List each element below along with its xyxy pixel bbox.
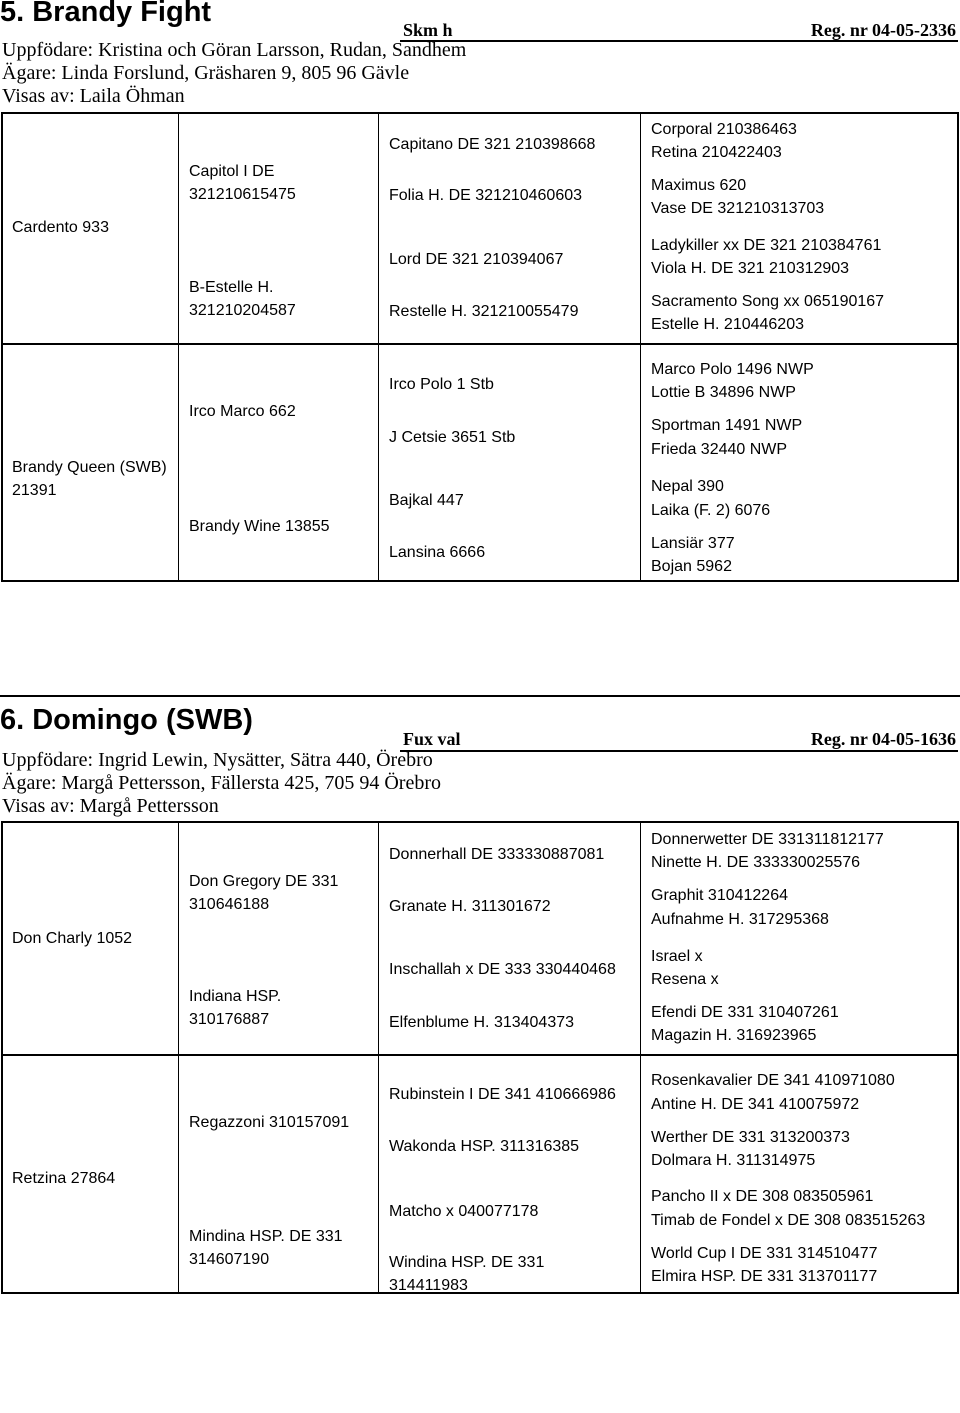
ancestor-g4: Graphit 310412264 bbox=[651, 887, 788, 904]
registration-number: Reg. nr 04-05-1636 bbox=[810, 729, 956, 749]
sex-color: Skm h bbox=[403, 20, 453, 40]
dam-dam: Mindina HSP. DE 331 314607190 bbox=[189, 1228, 343, 1268]
ancestor-g4: Werther DE 331 313200373 bbox=[651, 1129, 850, 1146]
ancestor-g4: Marco Polo 1496 NWP bbox=[651, 361, 814, 378]
ancestor-g4: Viola H. DE 321 210312903 bbox=[651, 260, 850, 277]
great-grandparent: Bajkal 447 bbox=[389, 492, 464, 509]
owner: Ägare: Linda Forslund, Gräsharen 9, 805 96 Gävle bbox=[2, 62, 410, 84]
ancestor-g4: Ninette H. DE 333330025576 bbox=[651, 854, 861, 871]
ancestor-g4: Ladykiller xx DE 321 210384761 bbox=[651, 237, 882, 254]
pedigree-divider bbox=[1, 1054, 959, 1056]
ancestor-g4: Frieda 32440 NWP bbox=[651, 441, 788, 458]
great-grandparent: Windina HSP. DE 331 314411983 bbox=[389, 1254, 545, 1294]
sire-dam: B-Estelle H. 321210204587 bbox=[189, 279, 296, 319]
column-divider bbox=[378, 113, 379, 581]
dam: Retzina 27864 bbox=[12, 1170, 116, 1187]
shown-by: Visas av: Margå Pettersson bbox=[2, 795, 219, 817]
column-divider bbox=[178, 113, 179, 581]
dam-sire: Regazzoni 310157091 bbox=[189, 1114, 350, 1131]
breeder: Uppfödare: Ingrid Lewin, Nysätter, Sätra 440, Örebro bbox=[2, 749, 433, 771]
ancestor-g4: Dolmara H. 311314975 bbox=[651, 1152, 816, 1169]
sire-sire: Capitol I DE 321210615475 bbox=[189, 163, 296, 203]
ancestor-g4: Vase DE 321210313703 bbox=[651, 200, 825, 217]
breeder: Uppfödare: Kristina och Göran Larsson, Rudan, Sandhem bbox=[2, 39, 467, 61]
great-grandparent: Matcho x 040077178 bbox=[389, 1203, 539, 1220]
pedigree-divider bbox=[1, 343, 959, 345]
great-grandparent: Elfenblume H. 313404373 bbox=[389, 1014, 575, 1031]
dam-sire: Irco Marco 662 bbox=[189, 403, 296, 420]
ancestor-g4: Bojan 5962 bbox=[651, 558, 732, 575]
registration-number: Reg. nr 04-05-2336 bbox=[810, 20, 956, 40]
ancestor-g4: Lottie B 34896 NWP bbox=[651, 384, 796, 401]
great-grandparent: Granate H. 311301672 bbox=[389, 898, 551, 915]
ancestor-g4: Aufnahme H. 317295368 bbox=[651, 911, 829, 928]
column-divider bbox=[178, 822, 179, 1293]
great-grandparent: Lansina 6666 bbox=[389, 544, 486, 561]
ancestor-g4: Estelle H. 210446203 bbox=[651, 316, 804, 333]
sire: Don Charly 1052 bbox=[12, 930, 133, 947]
ancestor-g4: Corporal 210386463 bbox=[651, 121, 797, 138]
sire-dam: Indiana HSP. 310176887 bbox=[189, 988, 282, 1028]
ancestor-g4: Efendi DE 331 310407261 bbox=[651, 1004, 839, 1021]
entry-title: 5. Brandy Fight bbox=[0, 0, 212, 28]
ancestor-g4: Donnerwetter DE 331311812177 bbox=[651, 831, 884, 848]
ancestor-g4: Rosenkavalier DE 341 410971080 bbox=[651, 1072, 895, 1089]
owner: Ägare: Margå Pettersson, Fällersta 425, 705 94 Örebro bbox=[2, 772, 441, 794]
great-grandparent: Restelle H. 321210055479 bbox=[389, 303, 579, 320]
great-grandparent: Rubinstein I DE 341 410666986 bbox=[389, 1086, 616, 1103]
pedigree-table bbox=[1, 112, 959, 582]
sire-sire: Don Gregory DE 331 310646188 bbox=[189, 873, 339, 913]
ancestor-g4: Israel x bbox=[651, 948, 703, 965]
shown-by: Visas av: Laila Öhman bbox=[2, 85, 185, 107]
great-grandparent: Irco Polo 1 Stb bbox=[389, 376, 494, 393]
sex-color: Fux val bbox=[403, 729, 461, 749]
ancestor-g4: Maximus 620 bbox=[651, 177, 747, 194]
sire: Cardento 933 bbox=[12, 219, 109, 236]
ancestor-g4: Laika (F. 2) 6076 bbox=[651, 502, 771, 519]
header-rule bbox=[400, 750, 958, 752]
dam-dam: Brandy Wine 13855 bbox=[189, 518, 330, 535]
great-grandparent: Folia H. DE 321210460603 bbox=[389, 187, 583, 204]
column-divider bbox=[640, 113, 641, 581]
great-grandparent: Lord DE 321 210394067 bbox=[389, 251, 564, 268]
entry-title: 6. Domingo (SWB) bbox=[0, 704, 253, 736]
ancestor-g4: Retina 210422403 bbox=[651, 144, 782, 161]
great-grandparent: Inschallah x DE 333 330440468 bbox=[389, 961, 616, 978]
ancestor-g4: Antine H. DE 341 410075972 bbox=[651, 1096, 860, 1113]
section-rule bbox=[0, 695, 960, 697]
great-grandparent: Donnerhall DE 333330887081 bbox=[389, 846, 605, 863]
ancestor-g4: Timab de Fondel x DE 308 083515263 bbox=[651, 1212, 926, 1229]
ancestor-g4: Resena x bbox=[651, 971, 719, 988]
ancestor-g4: Magazin H. 316923965 bbox=[651, 1027, 817, 1044]
column-divider bbox=[640, 822, 641, 1293]
column-divider bbox=[378, 822, 379, 1293]
ancestor-g4: Sportman 1491 NWP bbox=[651, 417, 803, 434]
great-grandparent: J Cetsie 3651 Stb bbox=[389, 429, 516, 446]
ancestor-g4: World Cup I DE 331 314510477 bbox=[651, 1245, 878, 1262]
header-rule bbox=[400, 40, 958, 42]
ancestor-g4: Elmira HSP. DE 331 313701177 bbox=[651, 1268, 878, 1285]
dam: Brandy Queen (SWB) 21391 bbox=[12, 459, 167, 499]
great-grandparent: Capitano DE 321 210398668 bbox=[389, 136, 596, 153]
ancestor-g4: Pancho II x DE 308 083505961 bbox=[651, 1188, 874, 1205]
great-grandparent: Wakonda HSP. 311316385 bbox=[389, 1138, 580, 1155]
ancestor-g4: Lansiär 377 bbox=[651, 535, 735, 552]
ancestor-g4: Nepal 390 bbox=[651, 478, 724, 495]
ancestor-g4: Sacramento Song xx 065190167 bbox=[651, 293, 885, 310]
